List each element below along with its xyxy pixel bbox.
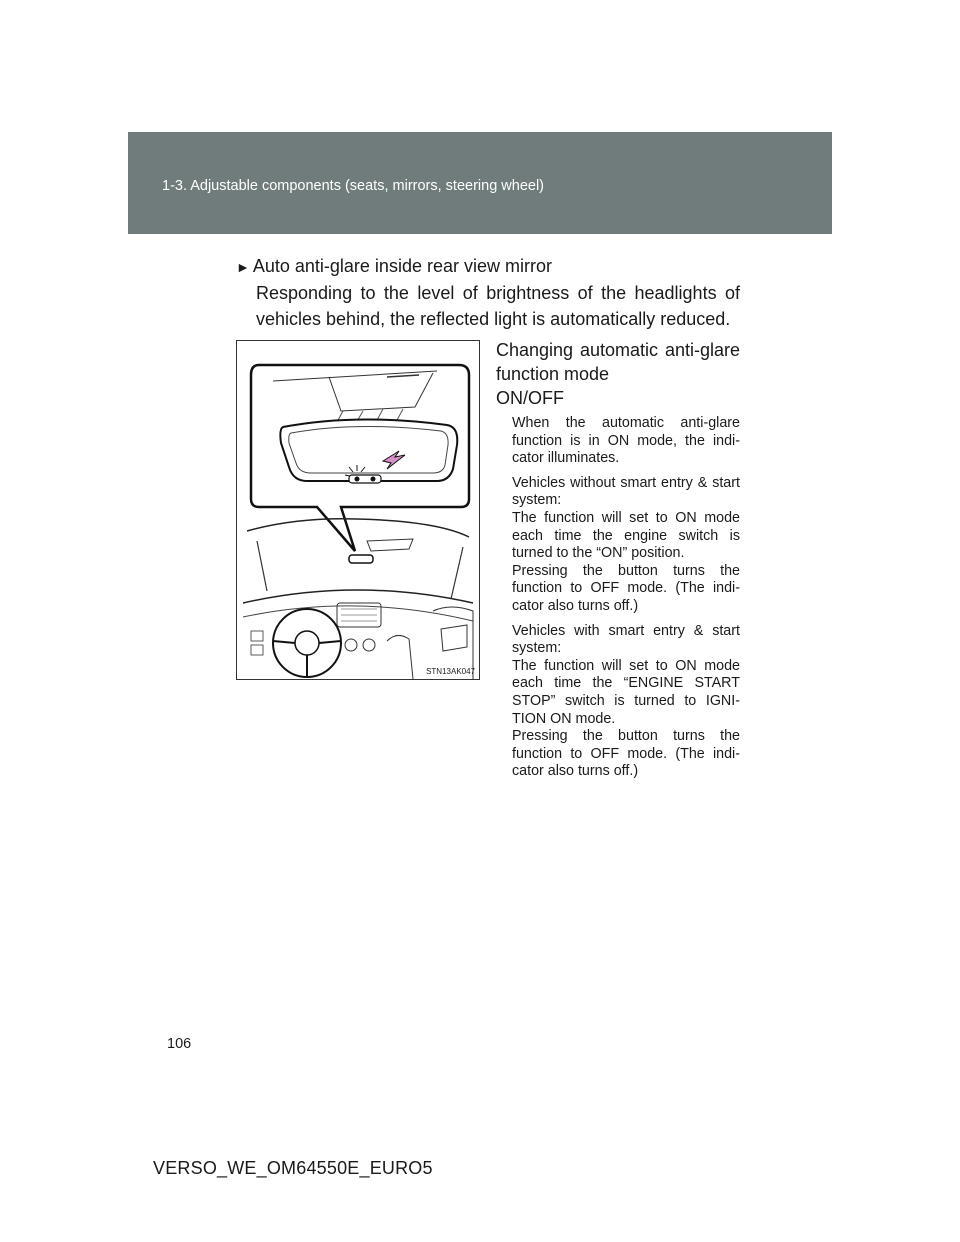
figure-code: STN13AK047 [426, 667, 475, 676]
mirror-illustration-drawing [237, 341, 479, 679]
sub-heading-line-1: Changing automatic anti-glare [496, 340, 740, 360]
intro-paragraph: Responding to the level of brightness of the headlights of vehicles behind, the reflected light is automatically reduced. [256, 283, 740, 329]
document-code: VERSO_WE_OM64550E_EURO5 [153, 1158, 433, 1178]
sub-heading [496, 338, 740, 410]
sub-heading-line-2: function mode [496, 364, 610, 384]
sub-heading-line-3: ON/OFF [496, 388, 564, 408]
section-heading-text: Auto anti-glare inside rear view mirror [252, 256, 552, 276]
note-paragraph: When the automatic anti-glare function is in ON mode, the indi-cator illuminates. [512, 415, 740, 467]
note-paragraph: Vehicles with smart entry & start system: The function will set to ON mode each time the “ENGINE START STOP” switch is turned to IGNI-TION ON mode. Pressing the button turns the function to OFF mode. (The indi-cator also turns off.) [512, 622, 740, 780]
section-title: 1-3. Adjustable components (seats, mirrors, steering wheel) [162, 178, 545, 194]
page-number: 106 [167, 1036, 192, 1052]
note-paragraph: Vehicles without smart entry & start system: The function will set to ON mode each time the engine switch is turned to the “ON” position. Pressing the button turns the function to OFF mode. (The indi-cator also turns off.) [512, 474, 740, 614]
triangle-marker-icon: ► [236, 259, 250, 275]
section-heading [236, 256, 552, 277]
mirror-illustration [236, 340, 480, 680]
notes [512, 415, 740, 788]
